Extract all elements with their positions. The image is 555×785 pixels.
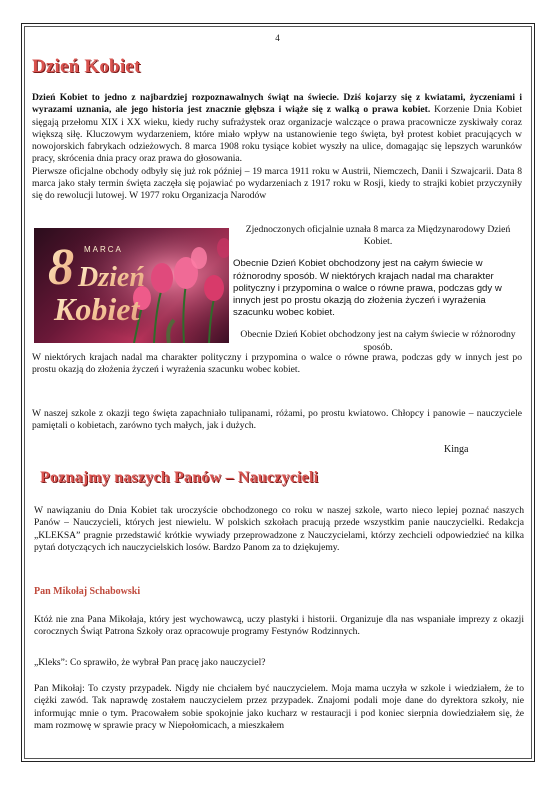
history-paragraph: Pierwsze oficjalne obchody odbyły się już rok później – 19 marca 1911 roku w Austrii, Niemczech, Danii i Szwajcarii. Data 8 marca jako stały termin święta zaczęła się pojawiać po wydarzeniach z 1917 roku w Rosji, kiedy to strajki kobiet przyczyniły się do rewolucji lutowej. W 1977 roku Organizacja Narodów (32, 165, 522, 202)
mikolaj-intro: Któż nie zna Pana Mikołaja, który jest wychowawcą, uczy plastyki i historii. Organizuje dla nas wspaniałe imprezy z okazji corocznych Świąt Patrona Szkoły oraz opracowuje programy Festynów Rodzinnych. (34, 614, 524, 638)
image-line1: Dzień (78, 262, 145, 293)
side-paragraph: Obecnie Dzień Kobiet obchodzony jest na całym świecie w różnorodny sposób. W niektórych krajach nadal ma charakter polityczny i przypomina o walce o równe prawa, podczas gdy w innych jest po prostu okazją do złożenia życzeń i wyrażenia szacunku wobec kobiet. (233, 258, 502, 319)
image-number: 8 (48, 239, 74, 296)
repeat-paragraph: W niektórych krajach nadal ma charakter polityczny i przypomina o walce o równe prawa, podczas gdy w innych jest po prostu okazją do złożenia życzeń i wyrażenia szacunku wobec kobiet. (32, 352, 522, 376)
repeat-start: Obecnie Dzień Kobiet obchodzony jest na całym świecie w różnorodny sposób. (240, 329, 516, 353)
author-signature: Kinga (444, 444, 469, 455)
interview-subhead: Pan Mikołaj Schabowski (34, 586, 141, 597)
article2-intro: W nawiązaniu do Dnia Kobiet tak uroczyście obchodzonego co roku w naszej szkole, warto nieco lepiej poznać naszych Panów – Nauczycieli, których jest niewielu. W polskich szkołach pracują przede wszystkim panie nauczycielki. Redakcja „KLEKSA” pragnie przedstawić krótkie wywiady przeprowadzone z Nauczycielami, którzy zechcieli odpowiedzieć na kilka pytań dotyczących ich nauczycielskich losów. Bardzo Panom za to dziękujemy. (34, 505, 524, 553)
image-side-column (233, 224, 523, 354)
article-title-nauczyciele: Poznajmy naszych Panów – Nauczycieli (40, 469, 319, 486)
history-continued: Zjednoczonych oficjalnie uznała 8 marca za Międzynarodowy Dzień Kobiet. (245, 224, 511, 248)
image-line2: Kobiet (54, 291, 140, 327)
page-number: 4 (275, 33, 280, 43)
article-lead (32, 92, 522, 203)
lead-rest: Korzenie Dnia Kobiet sięgają przełomu XIX i XX wieku, kiedy ruchy sufrażystek oraz organizacje walczące o prawa pracownicze zyskiwały coraz większą siłę. Kluczowym wydarzeniem, które miało wpływ na ustanowienie tego święta, był protest kobiet pracujących w nowojorskich fabrykach odzieżowych. 8 marca 1908 roku tysiące kobiet wyszły na ulice, domagając się lepszych warunków pracy, skrócenia dnia pracy oraz prawa do głosowania. (32, 104, 522, 165)
interview-question: „Kleks”: Co sprawiło, że wybrał Pan pracę jako nauczyciel? (34, 657, 266, 668)
dzien-kobiet-image (34, 228, 229, 343)
interview-answer: Pan Mikołaj: To czysty przypadek. Nigdy nie chciałem być nauczycielem. Moja mama uczyła w szkole i wiedziałem, że to ciężki zawód. Tak naprawdę zostałem nauczycielem przez przypadek. Znajomi podali moje dane do dyrektora szkoły, nie informując mnie o tym. Pracowałem sobie spokojnie jako kucharz w restauracji i pod koniec sierpnia dowiedziałem się, że mam rozmowę w sprawie pracy w Niepołomicach, a mieszkałem (34, 683, 524, 731)
lead-bold: Dzień Kobiet to jedno z najbardziej rozpoznawalnych świąt na świecie. Dziś kojarzy się z kwiatami, życzeniami i wyrazami uznania, ale jego historia jest znacznie głębsza i wiąże się z walką o prawa kobiet. (32, 92, 522, 116)
school-paragraph: W naszej szkole z okazji tego święta zapachniało tulipanami, różami, po prostu kwiatowo. Chłopcy i panowie – nauczyciele pamiętali o kobietach, zarówno tych małych, jak i dużych. (32, 408, 522, 432)
image-month: MARCA (84, 245, 123, 254)
article-title-dzien-kobiet: Dzień Kobiet (32, 56, 141, 77)
